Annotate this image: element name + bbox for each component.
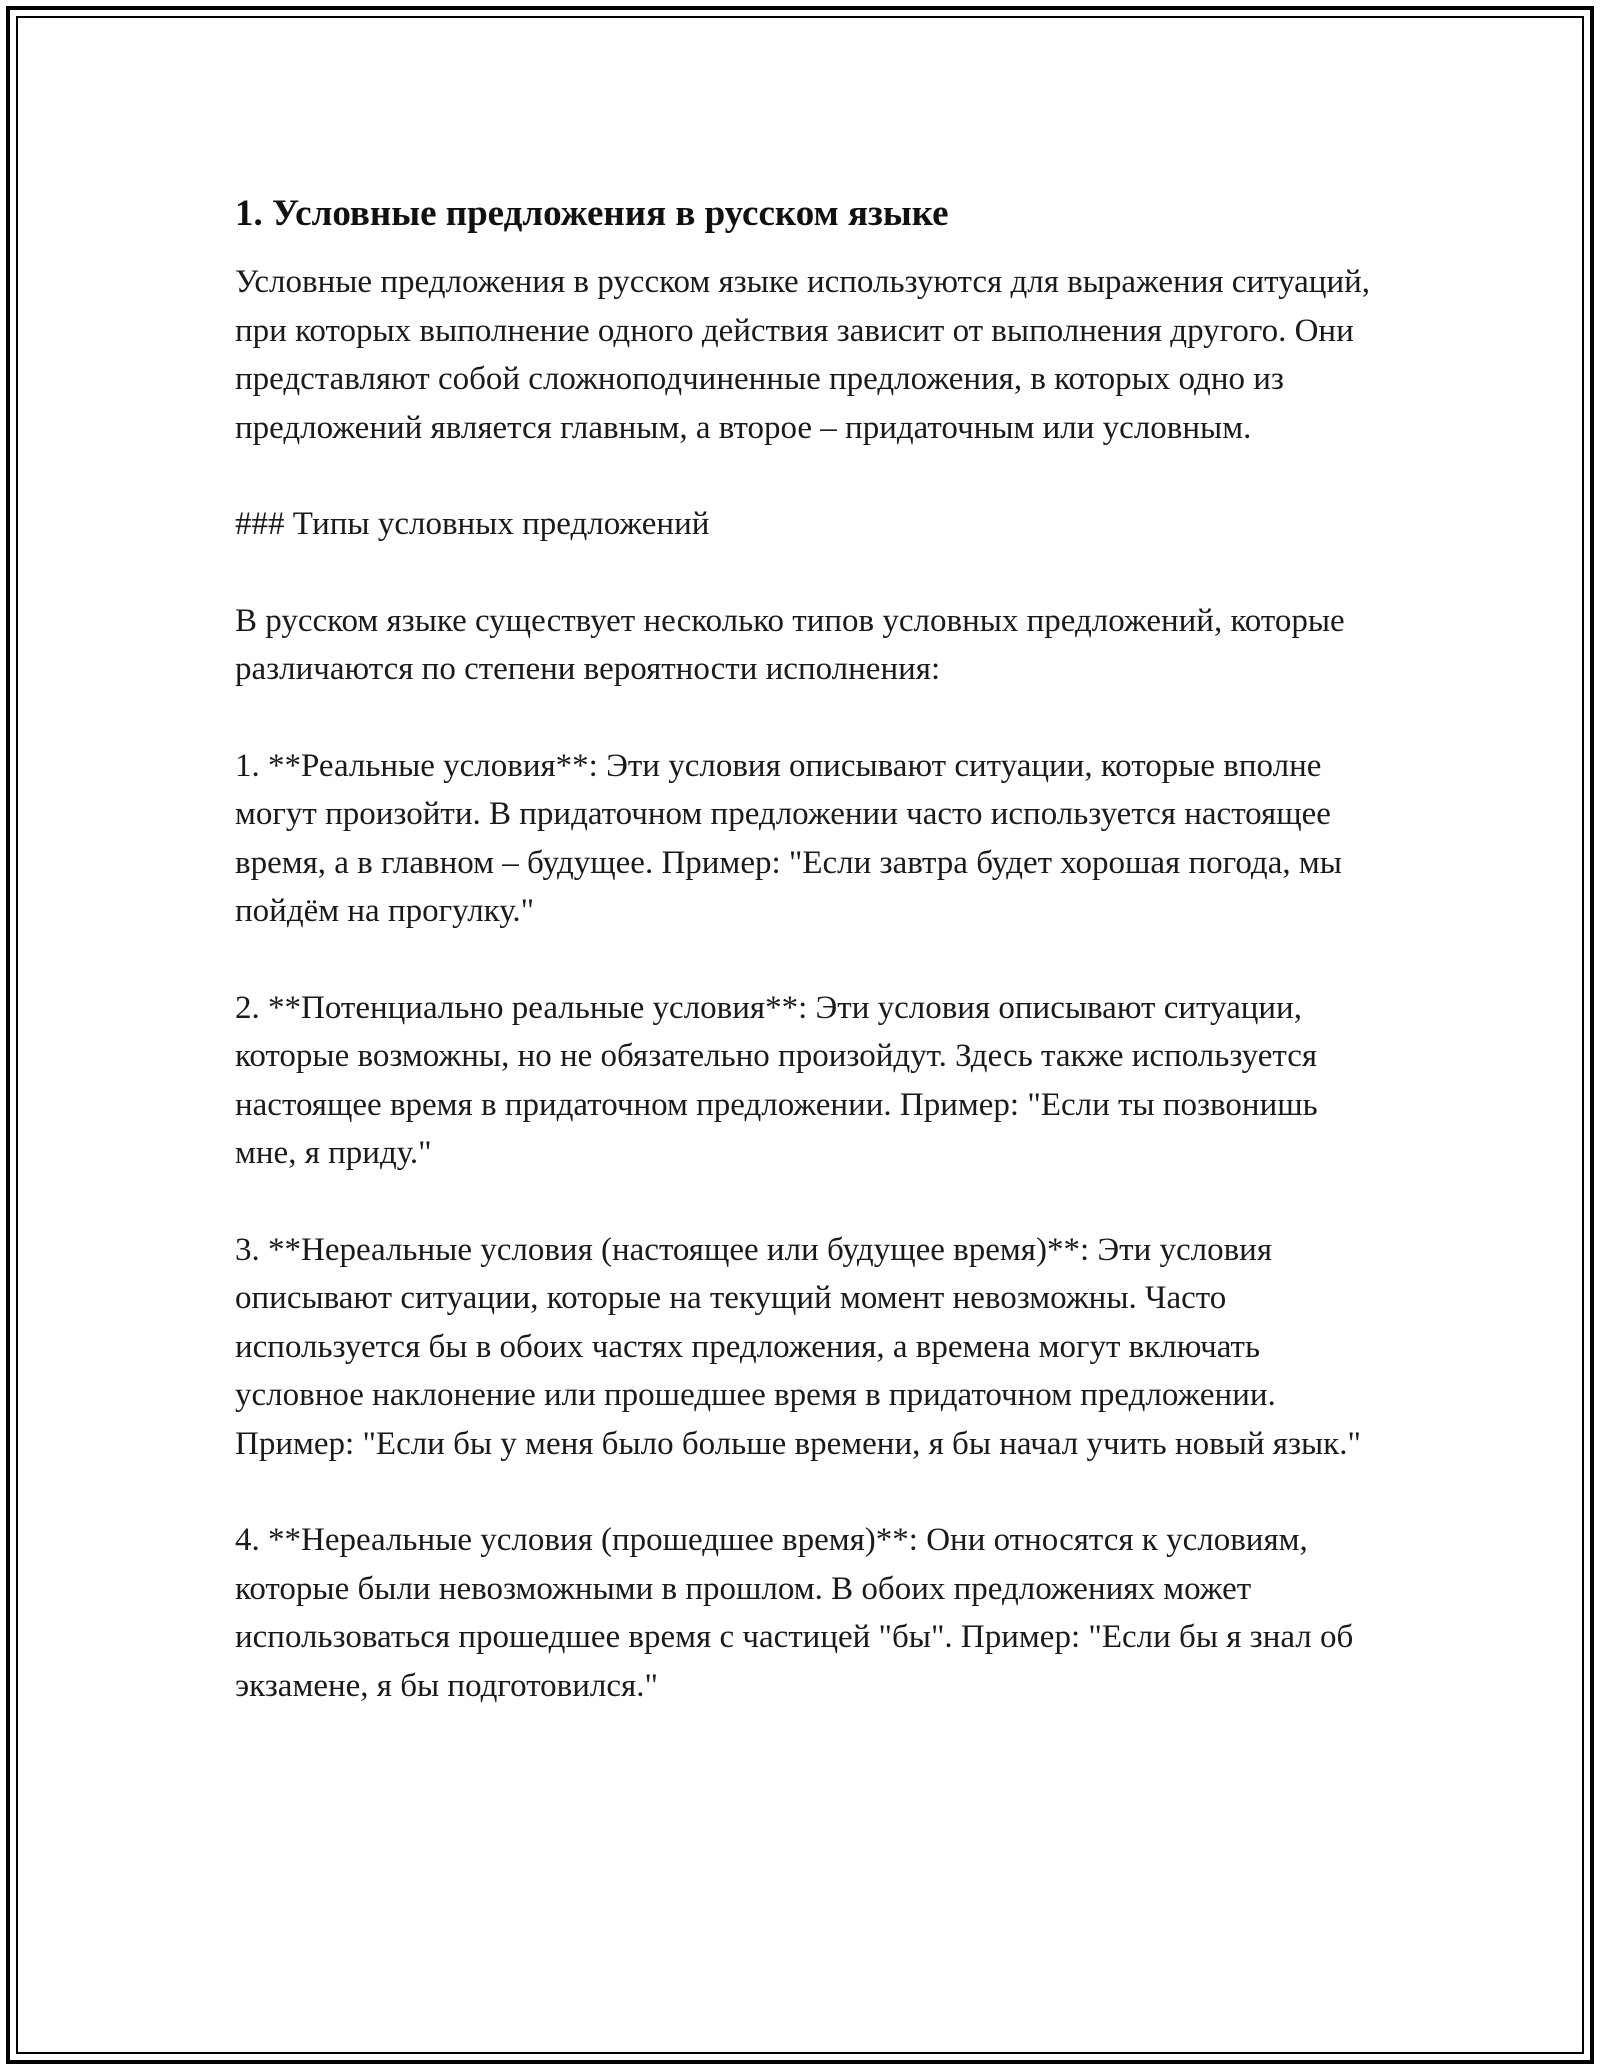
types-intro-paragraph: В русском языке существует несколько типов условных предложений, которые различаются по степени вероятности исполнения: [235, 602, 1345, 687]
section-heading-types: ### Типы условных предложений [235, 506, 710, 542]
document-body [235, 190, 1375, 1758]
type-4-paragraph: 4. **Нереальные условия (прошедшее время)**: Они относятся к условиям, которые были невозможными в прошлом. В обоих предложениях может использоваться прошедшее время с частицей "бы". Пример: "Если бы я знал об экзамене, я бы подготовился." [235, 1522, 1354, 1704]
type-3-paragraph: 3. **Нереальные условия (настоящее или будущее время)**: Эти условия описывают ситуации, которые на текущий момент невозможны. Часто используется бы в обоих частях предложения, а времена могут включать условное наклонение или прошедшее время в придаточном предложении. Пример: "Если бы у меня было больше времени, я бы начал учить новый язык." [235, 1231, 1361, 1462]
type-1-paragraph: 1. **Реальные условия**: Эти условия описывают ситуации, которые вполне могут произойти. В придаточном предложении часто используется настоящее время, а в главном – будущее. Пример: "Если завтра будет хорошая погода, мы пойдём на прогулку." [235, 747, 1342, 929]
type-2-paragraph: 2. **Потенциально реальные условия**: Эти условия описывают ситуации, которые возможны, но не обязательно произойдут. Здесь также используется настоящее время в придаточном предложении. Пример: "Если ты позвонишь мне, я приду." [235, 989, 1318, 1171]
document-title: 1. Условные предложения в русском языке [235, 193, 949, 234]
intro-paragraph: Условные предложения в русском языке используются для выражения ситуаций, при которых выполнение одного действия зависит от выполнения другого. Они представляют собой сложноподчиненные предложения, в которых одно из предложений является главным, а второе – придаточным или условным. [235, 264, 1371, 446]
